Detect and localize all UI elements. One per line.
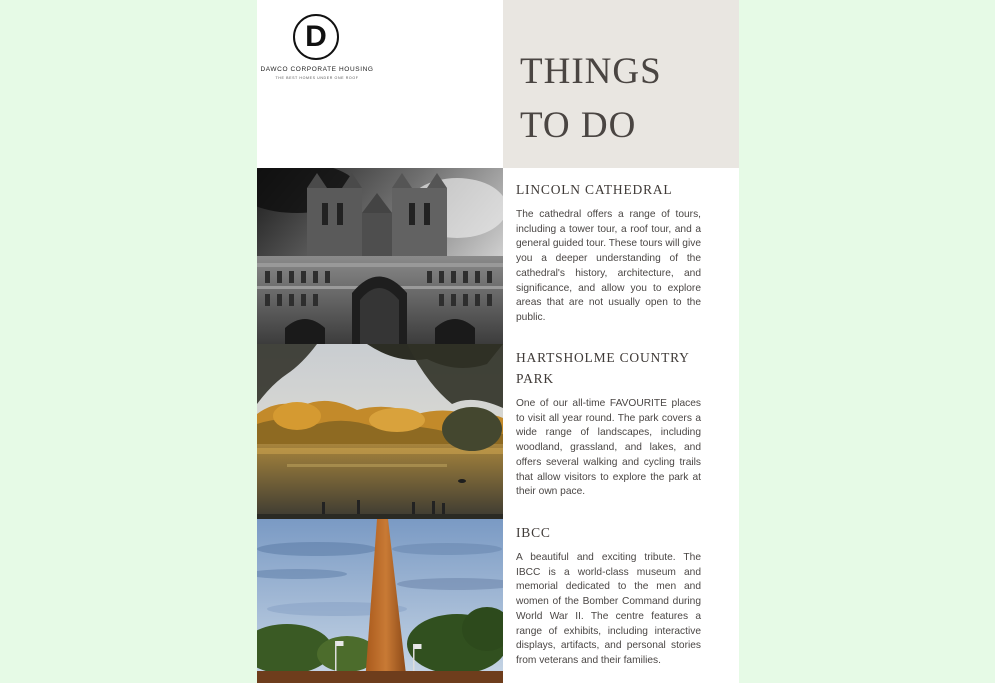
company-tagline: THE BEST HOMES UNDER ONE ROOF (275, 76, 359, 80)
section-hartsholme-country-park (516, 347, 701, 500)
section-body: The cathedral offers a range of tours, including a tower tour, a roof tour, and a general guided tour. These tours will give you a deeper understanding of the cathedral's history, architecture, and significance, and allow you to explore areas that are not usually open to the public. (516, 209, 701, 323)
section-title: IBCC (516, 525, 551, 540)
company-name: DAWCO CORPORATE HOUSING (260, 66, 374, 73)
logo-area (257, 0, 503, 168)
section-lincoln-cathedral (516, 179, 701, 326)
title-panel (503, 0, 739, 168)
page-title-line-1: THINGS (520, 51, 662, 92)
things-to-do-page (257, 0, 739, 683)
section-title: HARTSHOLME COUNTRY PARK (516, 350, 690, 386)
cathedral-photo (257, 168, 503, 344)
logo-letter: D (305, 20, 327, 53)
ibcc-memorial-photo (257, 519, 503, 683)
logo-mark (293, 14, 339, 60)
country-park-photo (257, 344, 503, 519)
section-body: One of our all-time FAVOURITE places to visit all year round. The park covers a wide range of landscapes, including woodland, grassland, and lakes, and offers several walking and cycling trails that allow visitors to explore the park at their own pace. (516, 398, 701, 498)
page-title-line-2: TO DO (520, 105, 637, 146)
section-body: A beautiful and exciting tribute. The IBCC is a world-class museum and memorial dedicated to the men and women of the Bomber Command during World War II. The centre features a range of exhibits, including interactive displays, artifacts, and personal stories from veterans and their families. (516, 552, 701, 666)
section-ibcc (516, 522, 701, 669)
section-title: LINCOLN CATHEDRAL (516, 182, 673, 197)
